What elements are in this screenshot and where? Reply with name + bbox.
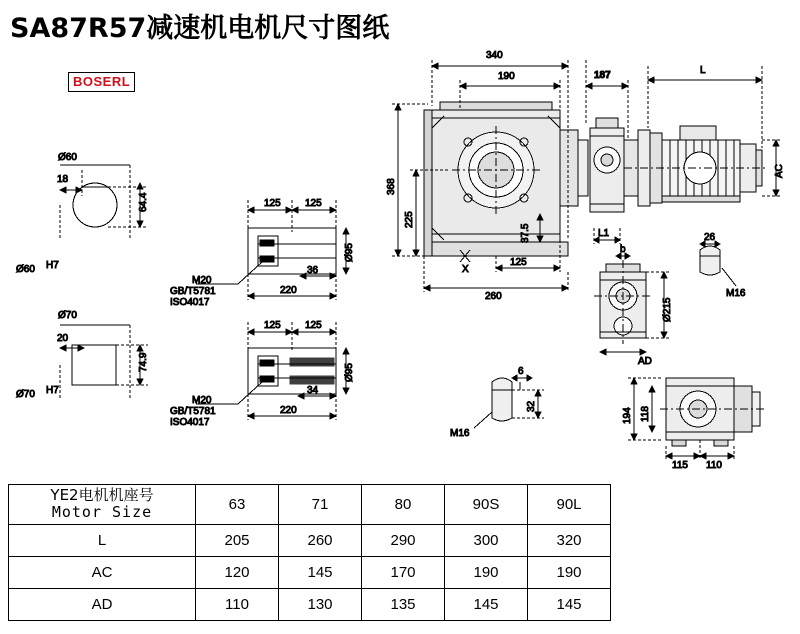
shaft-section-70 xyxy=(60,325,148,398)
dim-220-bottom: 220 xyxy=(280,405,297,416)
label-b: b xyxy=(620,244,626,255)
dim-74-9: 74.9 xyxy=(138,352,149,372)
label-m16-right: M16 xyxy=(726,288,746,299)
dim-125-b: 125 xyxy=(305,198,322,209)
table-header-label xyxy=(9,485,196,525)
label-m16-left: M16 xyxy=(450,428,470,439)
label-m20-top: M20 xyxy=(192,275,212,286)
header-label-cn: YE2电机机座号 xyxy=(50,486,154,504)
key-detail-right xyxy=(700,241,720,275)
dim-dia215: Ø215 xyxy=(662,297,673,322)
table-header-row xyxy=(9,485,611,525)
table-header-size-90l: 90L xyxy=(528,485,611,525)
flange-view-215 xyxy=(594,253,670,355)
dim-6: 6 xyxy=(518,366,524,377)
label-m20-bottom: M20 xyxy=(192,395,212,406)
table-row xyxy=(9,524,611,556)
dim-194: 194 xyxy=(622,407,633,424)
motor-size-table xyxy=(8,484,611,621)
dim-dia70-h7-sup: H7 xyxy=(46,385,59,396)
shaft-section-60 xyxy=(60,165,148,238)
cell-ad-90s: 145 xyxy=(445,588,528,620)
table-row xyxy=(9,588,611,620)
dim-125-main: 125 xyxy=(510,257,527,268)
dim-18: 18 xyxy=(57,174,69,185)
dim-115: 115 xyxy=(672,460,688,471)
dim-368: 368 xyxy=(386,178,397,195)
dim-L: L xyxy=(700,65,706,76)
dim-187: 187 xyxy=(594,70,611,81)
cell-ac-90s: 190 xyxy=(445,556,528,588)
dim-26: 26 xyxy=(704,232,716,243)
dim-dia60-h7-sup: H7 xyxy=(46,260,59,271)
hub-assembly-bottom xyxy=(196,322,349,420)
label-AD: AD xyxy=(638,356,652,367)
label-iso-top: ISO4017 xyxy=(170,297,210,308)
label-x: X xyxy=(462,264,469,275)
cell-l-80: 290 xyxy=(362,524,445,556)
header-label-en: Motor Size xyxy=(51,503,153,522)
cell-ad-80: 135 xyxy=(362,588,445,620)
table-header-size-71: 71 xyxy=(279,485,362,525)
dim-125-c: 125 xyxy=(264,320,281,331)
dim-36: 36 xyxy=(307,265,319,276)
dim-dia95-top: Ø95 xyxy=(344,243,355,262)
dim-64-4: 64.4 xyxy=(138,192,149,212)
cell-l-71: 260 xyxy=(279,524,362,556)
dim-20: 20 xyxy=(57,333,69,344)
cell-ad-90l: 145 xyxy=(528,588,611,620)
dim-32: 32 xyxy=(526,400,537,412)
table-row xyxy=(9,556,611,588)
row-label-ad: AD xyxy=(9,588,196,620)
cell-l-90l: 320 xyxy=(528,524,611,556)
dim-220-top: 220 xyxy=(280,285,297,296)
cell-ac-71: 145 xyxy=(279,556,362,588)
cell-l-63: 205 xyxy=(196,524,279,556)
dim-37-5: 37.5 xyxy=(520,223,531,243)
row-label-ac: AC xyxy=(9,556,196,588)
dim-340: 340 xyxy=(486,50,503,61)
dim-L1: L1 xyxy=(598,228,610,239)
table-header-size-80: 80 xyxy=(362,485,445,525)
table-header-size-63: 63 xyxy=(196,485,279,525)
dim-190: 190 xyxy=(498,71,515,82)
dim-110: 110 xyxy=(706,460,722,471)
cell-ad-71: 130 xyxy=(279,588,362,620)
dim-260: 260 xyxy=(485,291,502,302)
dim-118: 118 xyxy=(640,406,651,422)
label-iso-bottom: ISO4017 xyxy=(170,417,210,428)
dim-dia60-h7: Ø60 xyxy=(16,264,35,275)
hub-assembly-top xyxy=(196,200,349,300)
gearbox-main-view xyxy=(424,102,588,262)
dim-225: 225 xyxy=(404,211,415,228)
page-title: SA87R57减速机电机尺寸图纸 xyxy=(10,13,390,44)
dim-dia70-h7: Ø70 xyxy=(16,389,35,400)
dim-125-a: 125 xyxy=(264,198,281,209)
dim-125-d: 125 xyxy=(305,320,322,331)
label-gb-bottom: GB/T5781 xyxy=(170,406,216,417)
cell-ac-63: 120 xyxy=(196,556,279,588)
cell-ac-90l: 190 xyxy=(528,556,611,588)
table-header-size-90s: 90S xyxy=(445,485,528,525)
dim-dia95-bottom: Ø95 xyxy=(344,363,355,382)
row-label-l: L xyxy=(9,524,196,556)
motor-view xyxy=(590,118,766,212)
brand-logo: BOSERL xyxy=(68,72,135,92)
cell-ad-63: 110 xyxy=(196,588,279,620)
dim-dia70: Ø70 xyxy=(58,310,77,321)
dim-AC: AC xyxy=(774,164,785,178)
dim-dia60: Ø60 xyxy=(58,152,77,163)
cell-l-90s: 300 xyxy=(445,524,528,556)
cell-ac-80: 170 xyxy=(362,556,445,588)
dim-34: 34 xyxy=(307,385,319,396)
label-gb-top: GB/T5781 xyxy=(170,286,216,297)
